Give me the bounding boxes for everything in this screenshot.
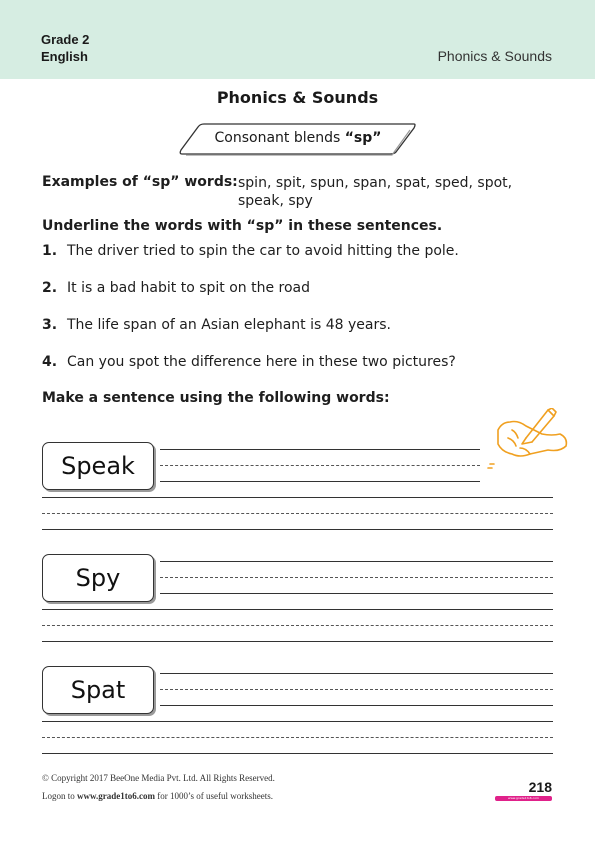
- writing-line: [42, 641, 553, 642]
- sentence-3: [42, 317, 391, 333]
- writing-line: [160, 705, 553, 706]
- writing-line: [160, 593, 553, 594]
- sentence-number: 4.: [42, 354, 58, 370]
- blend-highlight: “sp”: [344, 130, 382, 146]
- footer-logon: [42, 791, 273, 801]
- subject-text: English: [41, 49, 88, 64]
- blend-title: [178, 130, 418, 146]
- writing-line: [42, 609, 553, 610]
- sentence-1: [42, 243, 459, 259]
- page-bar: www.grade1to6.com: [495, 796, 552, 801]
- writing-line: [160, 449, 480, 450]
- writing-line: [42, 497, 553, 498]
- underline-instruction: Underline the words with “sp” in these sentences.: [42, 218, 443, 234]
- writing-guide-line: [42, 737, 553, 738]
- writing-guide-line: [160, 577, 553, 578]
- writing-guide-line: [42, 625, 553, 626]
- grade-text: Grade 2: [41, 32, 90, 47]
- writing-line: [160, 481, 480, 482]
- sentence-2: [42, 280, 310, 296]
- sentence-text: It is a bad habit to spit on the road: [67, 280, 311, 296]
- logon-suffix: for 1000’s of useful worksheets.: [155, 791, 273, 801]
- writing-line: [42, 753, 553, 754]
- sentence-text: Can you spot the difference here in these two pictures?: [67, 354, 456, 370]
- sentence-text: The life span of an Asian elephant is 48 years.: [67, 317, 391, 333]
- writing-guide-line: [160, 465, 480, 466]
- word-box-speak: Speak: [42, 442, 154, 490]
- pencil-hand-icon: [486, 408, 572, 470]
- examples-label: Examples of “sp” words:: [42, 174, 238, 190]
- examples-words: spin, spit, spun, span, spat, sped, spot, speak, spy: [238, 175, 513, 209]
- writing-line: [160, 673, 553, 674]
- sentence-4: [42, 354, 456, 370]
- writing-guide-line: [42, 513, 553, 514]
- page-title: Phonics & Sounds: [216, 88, 379, 107]
- sentence-number: 3.: [42, 317, 58, 333]
- sentence-instruction: Make a sentence using the following words:: [42, 390, 390, 406]
- logon-site-link[interactable]: www.grade1to6.com: [77, 791, 155, 801]
- writing-line: [160, 561, 553, 562]
- writing-line: [42, 721, 553, 722]
- header-topic: Phonics & Sounds: [437, 48, 552, 64]
- sentence-number: 1.: [42, 243, 58, 259]
- blend-prefix: Consonant blends: [214, 130, 345, 146]
- writing-line: [42, 529, 553, 530]
- sentence-number: 2.: [42, 280, 58, 296]
- word-box-spat: Spat: [42, 666, 154, 714]
- logon-prefix: Logon to: [42, 791, 77, 801]
- footer-copyright: © Copyright 2017 BeeOne Media Pvt. Ltd. All Rights Reserved.: [42, 773, 275, 783]
- writing-guide-line: [160, 689, 553, 690]
- sentence-text: The driver tried to spin the car to avoid hitting the pole.: [67, 243, 459, 259]
- grade-label: [41, 31, 89, 65]
- page-number: 218: [528, 779, 552, 795]
- word-box-spy: Spy: [42, 554, 154, 602]
